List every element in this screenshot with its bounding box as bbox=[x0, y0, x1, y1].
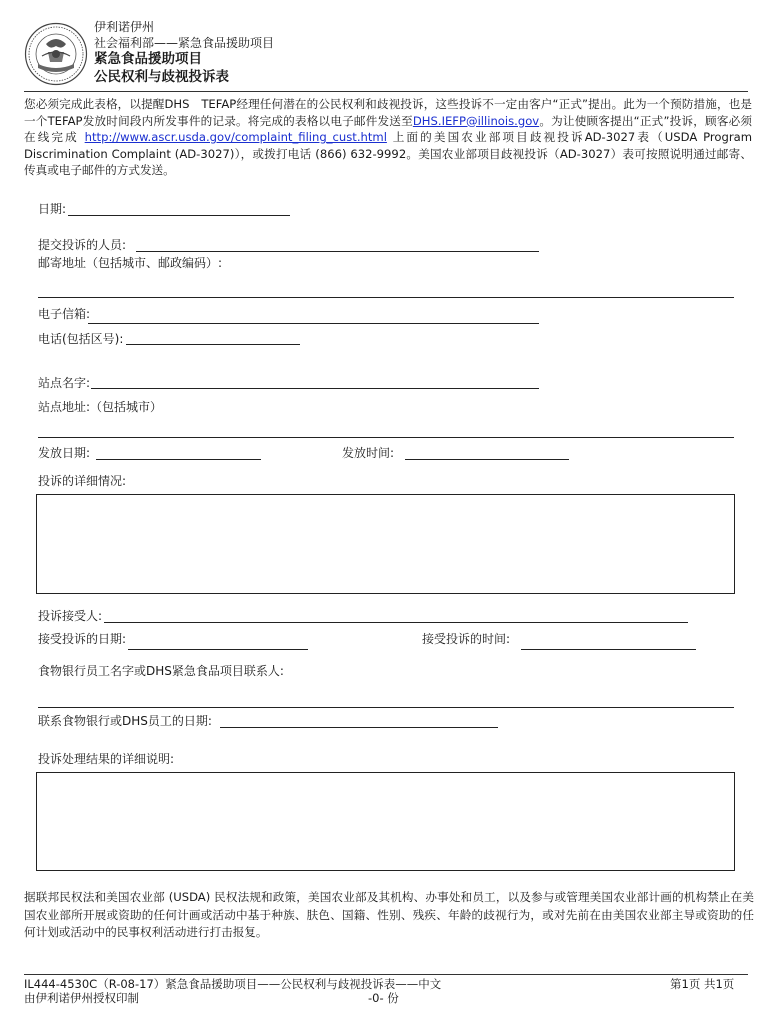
complaint-receiver-field[interactable] bbox=[104, 622, 688, 623]
time-received-label: 接受投诉的时间: bbox=[422, 632, 511, 646]
email-field[interactable] bbox=[88, 323, 539, 324]
distribution-date-field[interactable] bbox=[96, 459, 261, 460]
phone-field[interactable] bbox=[126, 344, 300, 345]
intro-text-3: 上面的美国农业部项目歧视投诉AD-3027表（USDA Program Discrimination Complaint (AD-3027)），或拨打电话 (866) 632-9992。美国农业部项目歧视投诉（AD-3027）表可按照说明通过邮寄、传真或电子邮件的方式发送。 bbox=[24, 130, 752, 178]
distribution-time-label: 发放时间: bbox=[342, 446, 395, 460]
site-address-label: 站点地址:（包括城市） bbox=[38, 400, 163, 414]
date-received-label: 接受投诉的日期: bbox=[38, 632, 127, 646]
complaint-details-box[interactable] bbox=[36, 494, 735, 594]
date-field[interactable] bbox=[68, 215, 290, 216]
mailing-address-label: 邮寄地址（包括城市、邮政编码）: bbox=[38, 256, 223, 270]
page-subtitle: 公民权利与歧视投诉表 bbox=[94, 69, 229, 85]
header-divider bbox=[24, 91, 748, 92]
footer-form-id: IL444-4530C（R-08-17）紧急食品援助项目——公民权利与歧视投诉表——中文 bbox=[24, 977, 442, 991]
site-address-field[interactable] bbox=[38, 437, 734, 438]
complaint-receiver-label: 投诉接受人: bbox=[38, 609, 103, 623]
intro-text-2: 。为让使顾客提出“正式”投诉，顾客必须在线完成 bbox=[24, 113, 753, 145]
illinois-state-seal-icon bbox=[24, 22, 88, 86]
email-label: 电子信箱: bbox=[38, 307, 91, 321]
header-department: 社会福利部——紧急食品援助项目 bbox=[94, 36, 275, 50]
distribution-time-field[interactable] bbox=[405, 459, 569, 460]
intro-text-1: 您必须完成此表格，以提醒DHS TEFAP经理任何潜在的公民权利和歧视投诉，这些投诉不一定由客户“正式”提出。此为一个预防措施，也是一个TEFAP发放时间段内所发事件的记录。将完成的表格以电子邮件发送至 bbox=[24, 97, 752, 128]
footer-printed-by: 由伊利诺伊州授权印制 bbox=[24, 991, 139, 1005]
contact-person-label: 食物银行员工名字或DHS紧急食品项目联系人: bbox=[38, 664, 284, 678]
resolution-details-box[interactable] bbox=[36, 772, 735, 871]
site-name-label: 站点名字: bbox=[38, 376, 91, 390]
phone-label: 电话(包括区号): bbox=[38, 332, 124, 346]
date-received-field[interactable] bbox=[128, 649, 308, 650]
usda-complaint-link[interactable]: http://www.ascr.usda.gov/complaint_filing_cust.html bbox=[84, 130, 387, 145]
site-name-field[interactable] bbox=[91, 388, 539, 389]
intro-paragraph bbox=[24, 96, 752, 179]
nondiscrimination-statement: 据联邦民权法和美国农业部 (USDA) 民权法规和政策，美国农业部及其机构、办事处和员工，以及参与或管理美国农业部计画的机构禁止在美国农业部所开展或资助的任何计画或活动中基于种族、肤色、国籍、性别、残疾、年龄的歧视行为，或对先前在由美国农业部主导或资助的任何计划或活动中的民事权利活动进行打击报复。 bbox=[24, 890, 754, 939]
contact-date-field[interactable] bbox=[220, 727, 498, 728]
email-link[interactable]: DHS.IEFP@illinois.gov bbox=[412, 113, 540, 128]
complaint-details-label: 投诉的详细情况: bbox=[38, 474, 127, 488]
footer-divider bbox=[24, 974, 748, 975]
complainant-field[interactable] bbox=[136, 251, 539, 252]
contact-person-field[interactable] bbox=[38, 707, 734, 708]
footer-page-number: 第1页 共1页 bbox=[670, 977, 735, 991]
date-label: 日期: bbox=[38, 202, 67, 216]
resolution-details-label: 投诉处理结果的详细说明: bbox=[38, 752, 175, 766]
header-state: 伊利诺伊州 bbox=[94, 20, 155, 34]
distribution-date-label: 发放日期: bbox=[38, 446, 91, 460]
time-received-field[interactable] bbox=[521, 649, 696, 650]
mailing-address-field[interactable] bbox=[38, 297, 734, 298]
contact-date-label: 联系食物银行或DHS员工的日期: bbox=[38, 714, 212, 728]
page-title: 紧急食品援助项目 bbox=[94, 51, 202, 67]
footer-copies: -0- 份 bbox=[368, 991, 399, 1005]
complainant-label: 提交投诉的人员: bbox=[38, 238, 127, 252]
